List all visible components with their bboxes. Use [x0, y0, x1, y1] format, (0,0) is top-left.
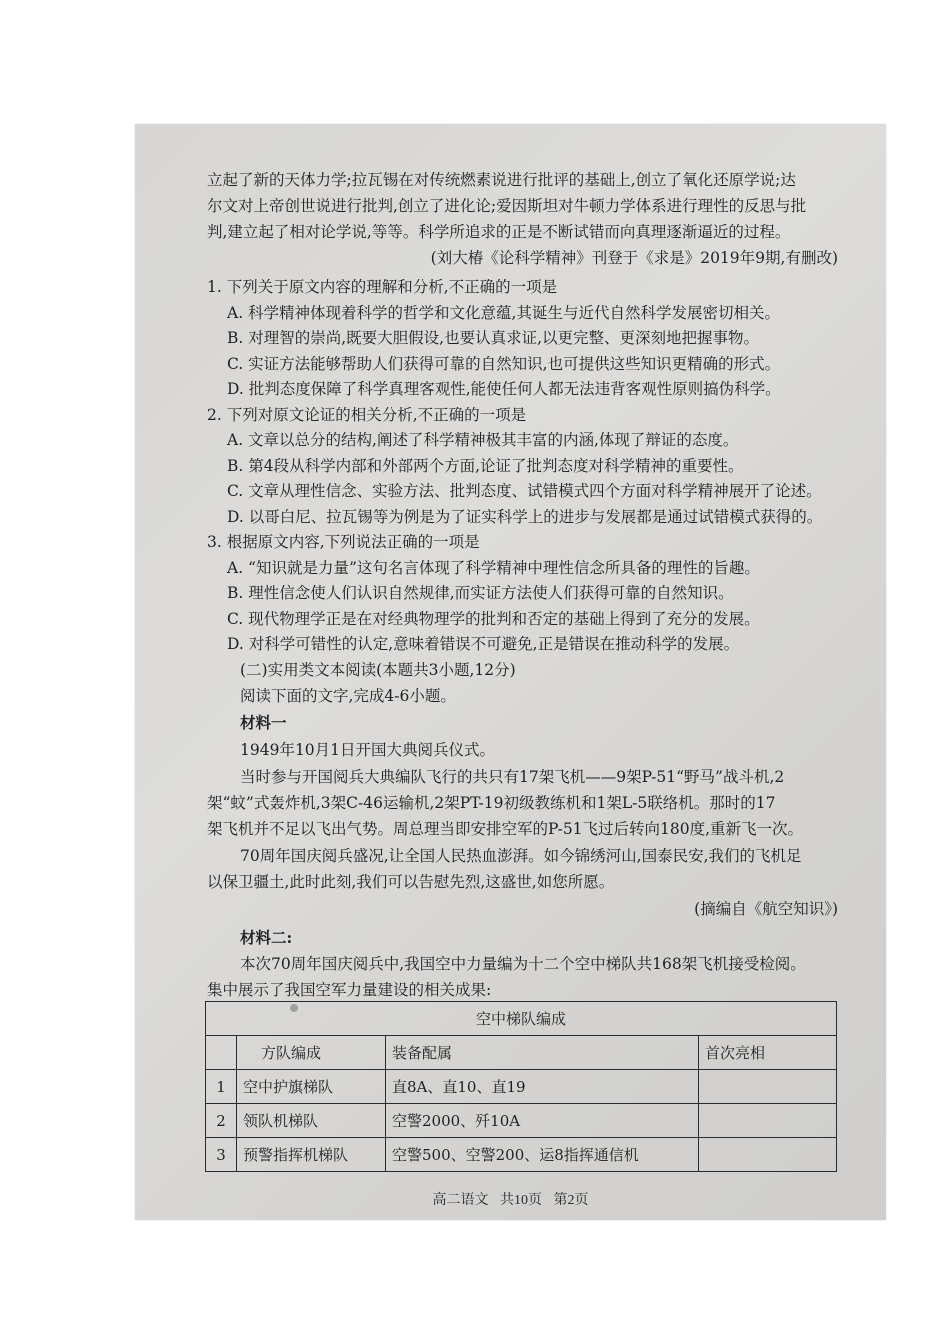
material-line: 架“蚊”式轰炸机,3架C-46运输机,2架PT-19初级教练机和1架L-5联络机。那时的17 [207, 794, 776, 812]
material-line: 70周年国庆阅兵盛况,让全国人民热血澎湃。如今锦绣河山,国泰民安,我们的飞机足 [240, 847, 802, 865]
table-cell: 空警2000、歼10A [386, 1104, 699, 1138]
table-cell [699, 1104, 837, 1138]
table-cell: 1 [206, 1070, 237, 1104]
material-line: 以保卫疆土,此时此刻,我们可以告慰先烈,这盛世,如您所愿。 [207, 873, 615, 891]
question-option: C. 实证方法能够帮助人们获得可靠的自然知识,也可提供这些知识更精确的形式。 [227, 355, 781, 373]
passage-source: (刘大椿《论科学精神》刊登于《求是》2019年9期,有删改) [430, 249, 838, 267]
table-cell [699, 1138, 837, 1172]
exam-page [135, 124, 886, 1220]
table-cell: 空中护旗梯队 [237, 1070, 386, 1104]
section-instruction: 阅读下面的文字,完成4-6小题。 [240, 687, 456, 705]
footer-subject: 高二语文 [432, 1193, 489, 1208]
passage-line: 判,建立起了相对论学说,等等。科学所追求的正是不断试错而向真理逐渐逼近的过程。 [207, 223, 791, 241]
table-row [206, 1138, 837, 1172]
table-cell: 3 [206, 1138, 237, 1172]
table-row [206, 1104, 837, 1138]
table-header-cell [206, 1036, 237, 1070]
section-heading: (二)实用类文本阅读(本题共3小题,12分) [240, 661, 516, 679]
table-header-cell: 首次亮相 [699, 1036, 837, 1070]
question-option: D. 以哥白尼、拉瓦锡等为例是为了证实科学上的进步与发展都是通过试错模式获得的。 [227, 508, 823, 526]
question-option: A. 科学精神体现着科学的哲学和文化意蕴,其诞生与近代自然科学发展密切相关。 [227, 304, 780, 322]
formation-table [205, 1001, 837, 1172]
question-option: D. 对科学可错性的认定,意味着错误不可避免,正是错误在推动科学的发展。 [227, 635, 740, 653]
material-title: 材料二: [240, 928, 293, 947]
question-option: A. 文章以总分的结构,阐述了科学精神极其丰富的内涵,体现了辩证的态度。 [227, 431, 739, 449]
footer-page-number: 第2页 [553, 1193, 589, 1208]
material-line: 集中展示了我国空军力量建设的相关成果: [207, 981, 492, 999]
footer-total-pages: 共10页 [500, 1193, 542, 1208]
material-line: 1949年10月1日开国大典阅兵仪式。 [240, 741, 496, 759]
table-header-row [206, 1036, 837, 1070]
table-cell: 领队机梯队 [237, 1104, 386, 1138]
question-stem: 3. 根据原文内容,下列说法正确的一项是 [207, 533, 480, 551]
table-header-cell: 装备配属 [386, 1036, 699, 1070]
passage-line: 立起了新的天体力学;拉瓦锡在对传统燃素说进行批评的基础上,创立了氧化还原学说;达 [207, 171, 796, 189]
question-option: B. 对理智的崇尚,既要大胆假设,也要认真求证,以更完整、更深刻地把握事物。 [227, 329, 760, 347]
table-caption: 空中梯队编成 [206, 1002, 837, 1036]
page-footer [135, 1189, 886, 1209]
table-cell: 直8A、直10、直19 [386, 1070, 699, 1104]
table-cell [699, 1070, 837, 1104]
table-cell: 空警500、空警200、运8指挥通信机 [386, 1138, 699, 1172]
question-stem: 1. 下列关于原文内容的理解和分析,不正确的一项是 [207, 278, 558, 296]
material-line: 本次70周年国庆阅兵中,我国空中力量编为十二个空中梯队共168架飞机接受检阅。 [240, 955, 806, 973]
table-row [206, 1070, 837, 1104]
material-source: (摘编自《航空知识》) [694, 900, 838, 918]
question-option: C. 现代物理学正是在对经典物理学的批判和否定的基础上得到了充分的发展。 [227, 610, 760, 628]
question-option: B. 理性信念使人们认识自然规律,而实证方法使人们获得可靠的自然知识。 [227, 584, 734, 602]
question-option: D. 批判态度保障了科学真理客观性,能使任何人都无法违背客观性原则搞伪科学。 [227, 380, 781, 398]
question-stem: 2. 下列对原文论证的相关分析,不正确的一项是 [207, 406, 527, 424]
question-option: C. 文章从理性信念、实验方法、批判态度、试错模式四个方面对科学精神展开了论述。 [227, 482, 822, 500]
passage-line: 尔文对上帝创世说进行批判,创立了进化论;爱因斯坦对牛顿力学体系进行理性的反思与批 [207, 197, 807, 215]
material-line: 架飞机并不足以飞出气势。周总理当即安排空军的P-51飞过后转向180度,重新飞一次。 [207, 820, 804, 838]
table-cell: 2 [206, 1104, 237, 1138]
question-option: B. 第4段从科学内部和外部两个方面,论证了批判态度对科学精神的重要性。 [227, 457, 744, 475]
material-title: 材料一 [240, 713, 287, 732]
question-option: A. “知识就是力量”这句名言体现了科学精神中理性信念所具备的理性的旨趣。 [227, 559, 760, 577]
table-caption-row [206, 1002, 837, 1036]
table-header-cell: 方队编成 [237, 1036, 386, 1070]
material-line: 当时参与开国阅兵大典编队飞行的共只有17架飞机——9架P-51“野马”战斗机,2 [240, 768, 785, 786]
table-cell: 预警指挥机梯队 [237, 1138, 386, 1172]
